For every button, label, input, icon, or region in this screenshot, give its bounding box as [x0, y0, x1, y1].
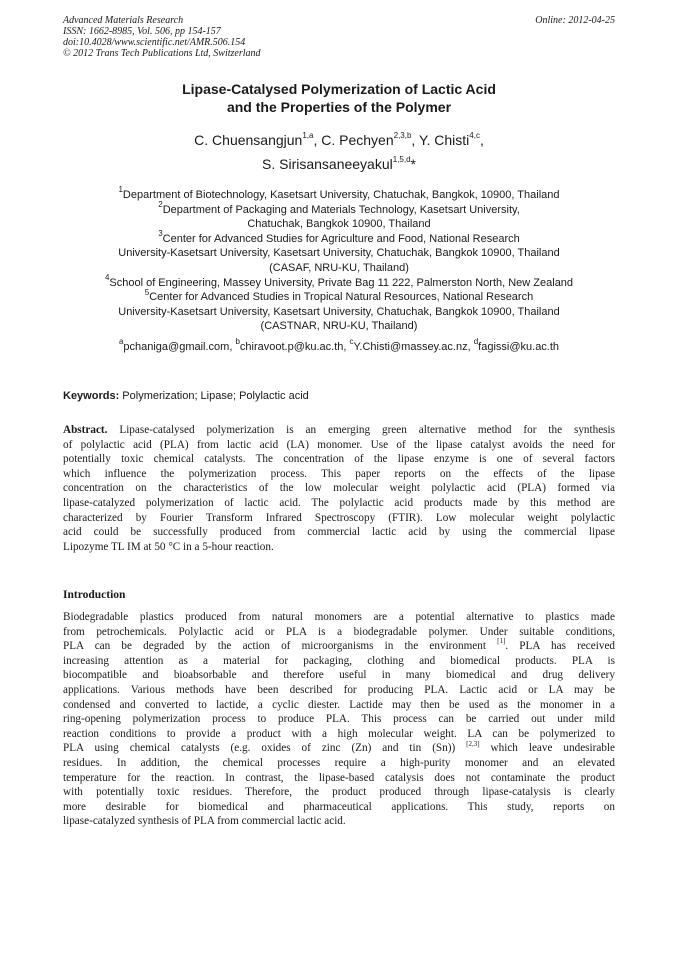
affiliation-sup: 5: [144, 287, 150, 297]
abstract-line: of polylactic acid (PLA) from lactic acid (LA) monomer. Use of the lipase catalyst avoids the need for: [63, 438, 615, 451]
abstract-line: potentially toxic chemical catalysts. The concentration of the lipase enzyme is one of several factors: [63, 453, 615, 466]
intro-line: from petrochemicals. Polylactic acid or PLA is a biodegradable polymer. Under suitable conditions,: [63, 625, 615, 638]
affiliation-line: [60, 217, 618, 232]
journal-header: [63, 15, 615, 59]
affiliation-line: [60, 199, 618, 218]
issn-line: ISSN: 1662-8985, Vol. 506, pp 154-157: [63, 26, 221, 37]
intro-line: with potentially toxic residues. Therefore, the product produced through lipase-catalysis is clearly: [63, 786, 615, 799]
affiliation-text: (CASAF, NRU-KU, Thailand): [269, 261, 409, 274]
affiliation-line: [60, 305, 618, 320]
author-name: C. Pechyen: [321, 132, 394, 148]
citation-ref[interactable]: [2,3]: [466, 739, 480, 748]
intro-line: [63, 639, 615, 654]
affiliation-text: University-Kasetsart University, Kasetsart University, Chatuchak, Bangkok 10900, Thailand: [118, 305, 560, 318]
affiliation-line: [60, 246, 618, 261]
intro-line: biocompatible and bioabsorbable and therefore useful in many biomedical and drug delivery: [63, 669, 615, 682]
journal-name: Advanced Materials Research: [63, 15, 184, 26]
paper-title: [63, 80, 615, 116]
title-line-1: Lipase-Catalysed Polymerization of Lactic Acid: [182, 81, 496, 97]
email-sup: a: [118, 337, 124, 347]
author-affil-sup: 4,c: [469, 131, 480, 141]
affiliation-line: [60, 185, 618, 203]
intro-line: ring-opening polymerization process to produce PLA. This process can be carried out under mild: [63, 713, 615, 726]
author-emails: [60, 337, 618, 354]
abstract-line: characterized by Fourier Transform Infrared Spectroscopy (FTIR). Low molecular weight polylactic: [63, 511, 615, 524]
abstract-line: Lipozyme TL IM at 50 °C in a 5-hour reaction.: [63, 540, 274, 553]
affiliation-text: Department of Packaging and Materials Technology, Kasetsart University,: [162, 203, 520, 216]
title-line-2: and the Properties of the Polymer: [226, 99, 452, 115]
author-affil-sup: 1,a: [302, 131, 314, 141]
affiliation-text: School of Engineering, Massey University, Private Bag 11 222, Palmerston North, New Zealand: [109, 276, 574, 289]
abstract-line: acid could be successfully produced from commercial lactic acid by using the commercial lipase: [63, 526, 615, 539]
intro-text: PLA using chemical catalysts (e.g. oxides of zinc (Zn) and tin (Sn)): [63, 742, 467, 755]
section-heading-introduction: Introduction: [63, 589, 126, 601]
affiliation-text: Center for Advanced Studies for Agriculture and Food, National Research: [162, 232, 520, 245]
author-name: Y. Chisti: [418, 132, 470, 148]
affiliation-line: [60, 272, 618, 291]
doi-link[interactable]: doi:10.4028/www.scientific.net/AMR.506.154: [63, 37, 246, 48]
abstract-line: concentration on the characteristics of the low molecular weight polylactic acid (PLA) formed via: [63, 482, 615, 495]
intro-line: [63, 741, 615, 756]
citation-ref[interactable]: [1]: [497, 637, 506, 646]
affiliation-line: [60, 287, 618, 305]
intro-line: condensed and converted to lactide, a cyclic diester. Lactide may then be used as the monomer in a: [63, 698, 615, 711]
introduction-body: [63, 610, 615, 829]
affiliation-text: Chatuchak, Bangkok 10900, Thailand: [247, 218, 431, 231]
email-link[interactable]: chiravoot.p@ku.ac.th,: [239, 341, 350, 353]
affiliation-sup: 2: [158, 199, 163, 209]
affiliation-sup: 3: [158, 229, 163, 239]
keywords-text: Polymerization; Lipase; Polylactic acid: [119, 390, 309, 402]
intro-line: lipase-catalyzed synthesis of PLA from commercial lactic acid.: [63, 815, 346, 828]
author-name: C. Chuensangjun: [194, 132, 303, 148]
abstract-line: which influence the polymerization process. This paper reports on the effects of the lipase: [63, 467, 615, 480]
author-name: S. Sirisansaneeyakul: [262, 156, 393, 172]
email-sup: c: [349, 337, 354, 347]
intro-line: Biodegradable plastics produced from natural monomers are a potential alternative to plastics made: [63, 611, 615, 623]
intro-line: reaction conditions to provide a product with a high molecular weight. LA can be polymerized to: [63, 727, 615, 740]
copyright-line: © 2012 Trans Tech Publications Ltd, Switzerland: [63, 48, 261, 59]
affiliation-sup: 4: [104, 272, 110, 282]
affiliation-text: (CASTNAR, NRU-KU, Thailand): [260, 320, 418, 333]
keywords-label: Keywords:: [63, 390, 120, 402]
abstract-label: Abstract.: [63, 424, 108, 436]
author-affil-sup: 2,3,b: [393, 131, 412, 141]
intro-line: residues. In addition, the chemical processes require a high-purity monomer and an elevated: [63, 756, 615, 769]
online-date: Online: 2012-04-25: [535, 15, 615, 26]
intro-text: . PLA has received: [505, 640, 615, 653]
affiliation-line: [60, 261, 618, 276]
affiliation-line: [60, 319, 618, 334]
intro-line: more desirable for biomedical and pharmaceutical applications. This study, reports on: [63, 800, 615, 813]
author-row-2: [63, 152, 615, 176]
author-separator: ,: [313, 132, 322, 148]
intro-line: increasing attention as a material for packaging, clothing and biomedical products. PLA is: [63, 654, 615, 667]
affiliation-line: [60, 229, 618, 247]
affiliation-text: University-Kasetsart University, Kasetsart University, Chatuchak, Bangkok 10900, Thailand: [118, 247, 560, 260]
author-list: [63, 128, 615, 176]
affiliations: [60, 185, 618, 334]
abstract-line: lipase-catalyzed polymerization of lactic acid. The polylactic acid products made by this method are: [63, 496, 615, 509]
keywords: [63, 389, 615, 403]
abstract-line: [63, 423, 615, 438]
intro-line: applications. Various methods have been described for producing PLA. Lactic acid or LA may be: [63, 683, 615, 696]
author-separator: ,: [479, 132, 484, 148]
author-separator: ,: [411, 132, 419, 148]
abstract-text: Lipase-catalysed polymerization is an emerging green alternative method for the synthesis: [107, 424, 615, 436]
affiliation-text: Department of Biotechnology, Kasetsart University, Chatuchak, Bangkok, 10900, Thailand: [122, 189, 560, 201]
author-affil-sup: 1,5,d: [392, 155, 411, 165]
email-sup: b: [235, 337, 240, 347]
intro-line: temperature for the reaction. In contrast, the lipase-based catalysis does not contaminate the product: [63, 771, 615, 784]
abstract: [63, 423, 615, 554]
email-link[interactable]: pchaniga@gmail.com,: [123, 341, 236, 353]
affiliation-sup: 1: [118, 185, 123, 195]
email-link[interactable]: fagissi@ku.ac.th: [478, 341, 560, 353]
email-sup: d: [473, 337, 479, 347]
affiliation-text: Center for Advanced Studies in Tropical Natural Resources, National Research: [149, 291, 534, 304]
intro-text: PLA can be degraded by the action of microorganisms in the environment: [63, 640, 498, 653]
email-link[interactable]: Y.Chisti@massey.ac.nz,: [353, 341, 474, 353]
author-row-1: [63, 128, 615, 152]
intro-text: which leave undesirable: [479, 742, 615, 755]
corresponding-author-mark: *: [410, 156, 416, 172]
